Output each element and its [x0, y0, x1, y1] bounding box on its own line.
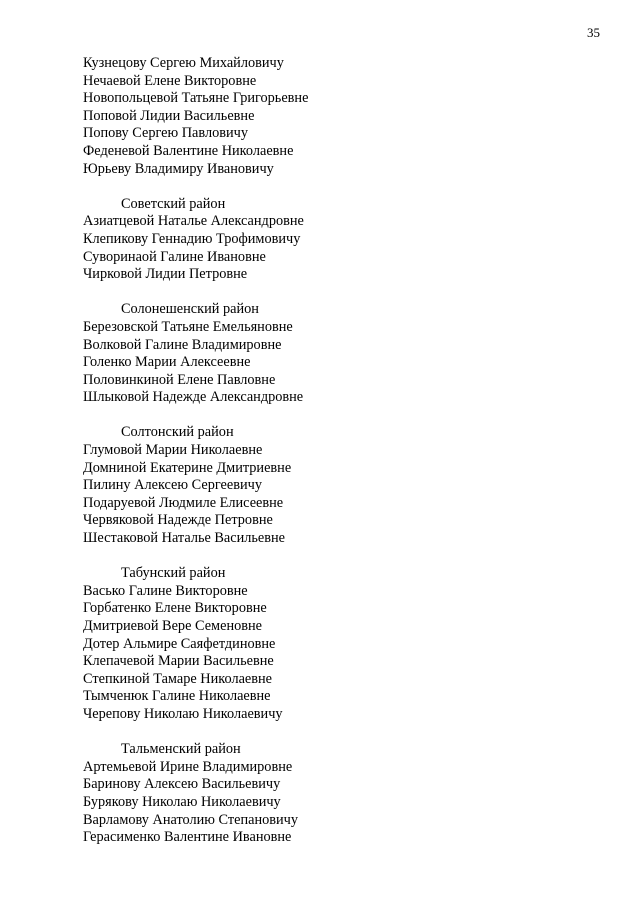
person-name: Дмитриевой Вере Семеновне — [83, 618, 262, 634]
person-name: Герасименко Валентине Ивановне — [83, 829, 292, 846]
person-name: Половинкиной Елене Павловне — [83, 371, 276, 388]
person-name: Бурякову Николаю Николаевичу — [83, 793, 281, 810]
person-name: Васько Галине Викторовне — [83, 582, 248, 599]
person-name: Артемьевой Ирине Владимировне — [83, 758, 293, 775]
district-section-talmensky — [83, 741, 308, 847]
person-name: Клепачевой Марии Васильевне — [83, 653, 274, 670]
district-heading: Тальменский район — [121, 741, 241, 758]
person-name: Поповой Лидии Васильевне — [83, 107, 255, 124]
intro-block — [83, 55, 308, 178]
person-name: Подаруевой Людмиле Елисеевне — [83, 494, 284, 511]
district-section-soltonsky — [83, 424, 308, 547]
person-name: Шестаковой Наталье Васильевне — [83, 530, 286, 547]
person-name: Клепикову Геннадию Трофимовичу — [83, 230, 301, 247]
person-name: Попову Сергею Павловичу — [83, 125, 248, 142]
person-name: Волковой Галине Владимировне — [83, 336, 282, 353]
person-name: Азиатцевой Наталье Александровне — [83, 213, 304, 230]
person-name: Шлыковой Надежде Александровне — [83, 389, 304, 406]
page-number: 35 — [587, 25, 600, 40]
person-name: Кузнецову Сергею Михайловичу — [83, 55, 284, 71]
person-name: Юрьеву Владимиру Ивановичу — [83, 160, 274, 177]
person-name: Чирковой Лидии Петровне — [83, 266, 248, 283]
district-section-sovetsky — [83, 196, 308, 284]
person-name: Домниной Екатерине Дмитриевне — [83, 459, 292, 476]
person-name: Степкиной Тамаре Николаевне — [83, 670, 273, 687]
person-name: Варламову Анатолию Степановичу — [83, 811, 298, 828]
district-heading: Солтонский район — [121, 424, 234, 441]
names-list — [83, 55, 308, 847]
person-name: Феденевой Валентине Николаевне — [83, 142, 294, 159]
person-name: Новопольцевой Татьяне Григорьевне — [83, 90, 309, 107]
district-section-soloneshensky — [83, 301, 308, 407]
person-name: Червяковой Надежде Петровне — [83, 512, 273, 529]
district-heading: Советский район — [121, 195, 226, 212]
person-name: Нечаевой Елене Викторовне — [83, 72, 257, 89]
person-name: Пилину Алексею Сергеевичу — [83, 477, 262, 494]
person-name: Баринову Алексею Васильевичу — [83, 776, 281, 793]
person-name: Горбатенко Елене Викторовне — [83, 600, 267, 617]
person-name: Дотер Альмире Саяфетдиновне — [83, 635, 276, 652]
person-name: Черепову Николаю Николаевичу — [83, 705, 283, 722]
district-heading: Солонешенский район — [121, 301, 259, 318]
person-name: Глумовой Марии Николаевне — [83, 442, 263, 459]
person-name: Суворинаой Галине Ивановне — [83, 248, 266, 265]
person-name: Тымченюк Галине Николаевне — [83, 688, 271, 705]
person-name: Березовской Татьяне Емельяновне — [83, 318, 293, 335]
person-name: Голенко Марии Алексеевне — [83, 354, 251, 371]
district-heading: Табунский район — [121, 565, 226, 582]
district-section-tabunsky — [83, 565, 308, 723]
